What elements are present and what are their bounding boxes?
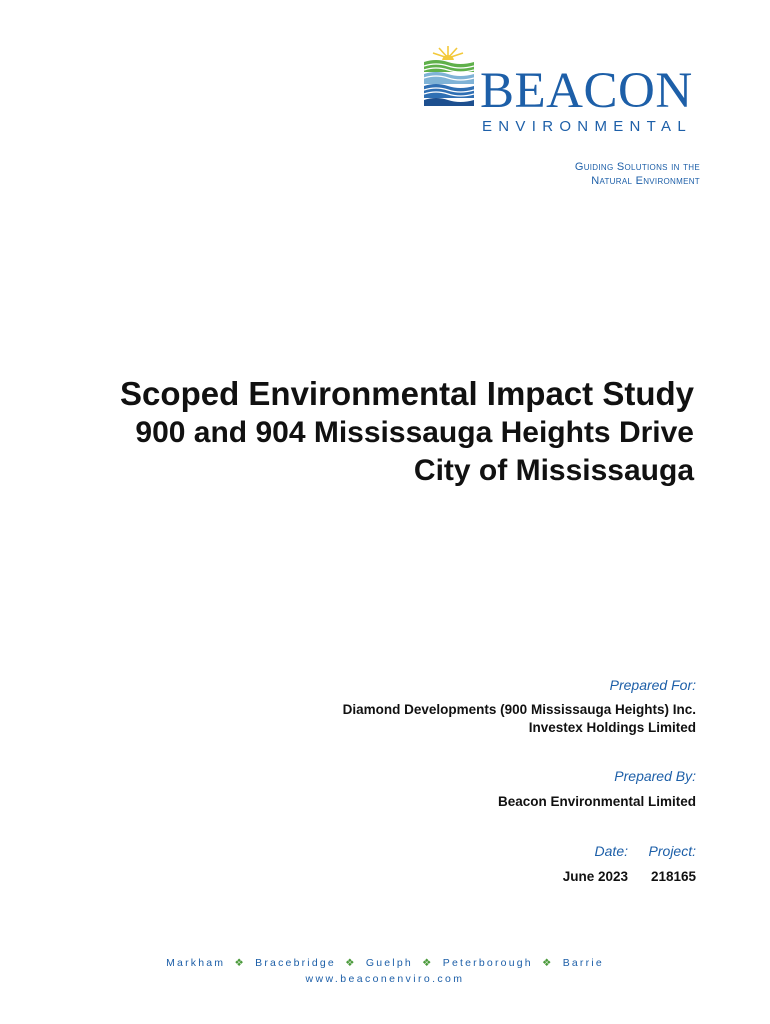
website-link[interactable]: www.beaconenviro.com	[305, 973, 465, 985]
tagline-line-1: Guiding Solutions in the	[574, 161, 700, 173]
office-bracebridge: Bracebridge	[255, 957, 336, 969]
date-label: Date:	[594, 843, 628, 859]
project-label: Project:	[648, 843, 696, 859]
tagline-line-2: Natural Environment	[591, 175, 700, 187]
logo-subtitle: ENVIRONMENTAL	[482, 118, 692, 135]
beacon-logo	[420, 44, 700, 136]
footer	[0, 957, 770, 985]
client-name-2: Investex Holdings Limited	[528, 720, 696, 735]
logo-wordmark: BEACON	[480, 63, 693, 119]
office-peterborough: Peterborough	[442, 957, 533, 969]
client-name-1: Diamond Developments (900 Mississauga Heights) Inc.	[342, 702, 696, 717]
diamond-separator-icon: ❖	[345, 957, 357, 969]
title-line-1: Scoped Environmental Impact Study	[120, 375, 694, 412]
date-value: June 2023	[562, 869, 628, 884]
prepared-for-label: Prepared For:	[609, 677, 696, 693]
diamond-separator-icon: ❖	[541, 957, 554, 969]
office-markham: Markham	[166, 957, 226, 969]
sun-waves-icon	[420, 44, 482, 110]
project-number: 218165	[650, 869, 696, 884]
tagline	[575, 160, 700, 188]
title-line-2: 900 and 904 Mississauga Heights Drive	[135, 416, 694, 449]
report-title	[120, 374, 694, 490]
prepared-for-value	[343, 701, 696, 737]
office-guelph: Guelph	[365, 957, 413, 969]
prepared-by-label: Prepared By:	[614, 768, 696, 784]
diamond-separator-icon: ❖	[234, 957, 247, 969]
office-locations	[0, 957, 770, 969]
diamond-separator-icon: ❖	[422, 957, 434, 969]
title-line-3: City of Mississauga	[413, 454, 694, 487]
office-barrie: Barrie	[562, 957, 604, 969]
prepared-by-value: Beacon Environmental Limited	[497, 794, 696, 809]
